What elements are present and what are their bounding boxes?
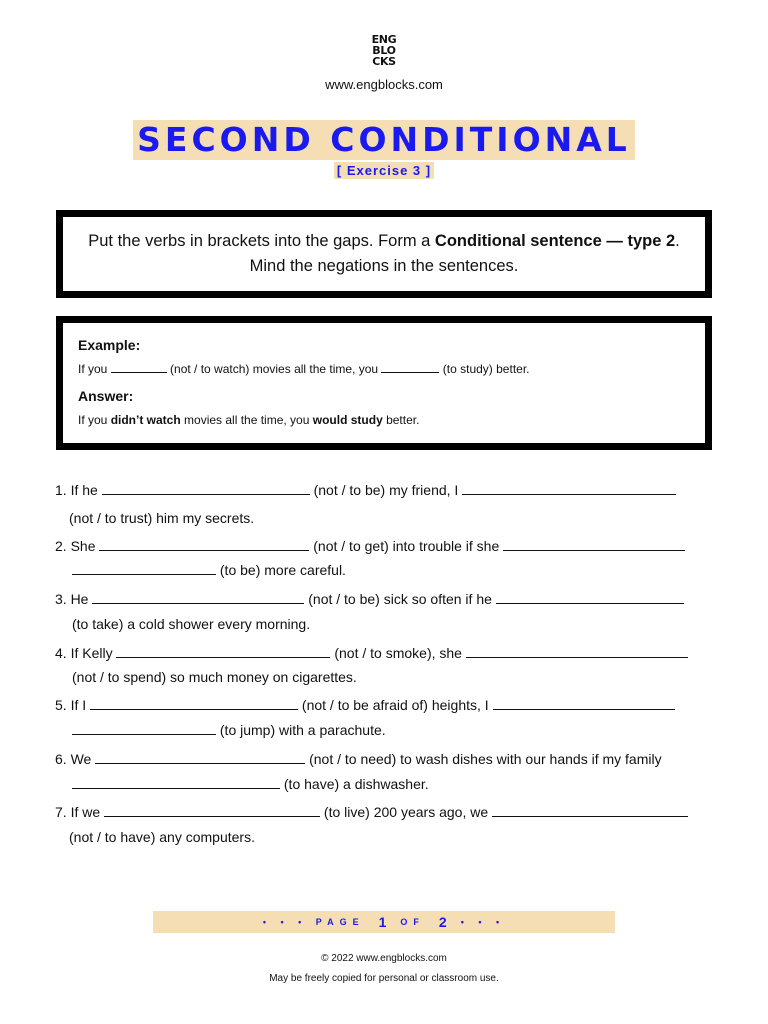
item-text: (to take) a cold shower every morning. xyxy=(72,616,311,632)
item-text: (not / to trust) him my secrets. xyxy=(69,510,255,526)
example-gap-2 xyxy=(381,362,439,373)
answer-blank[interactable] xyxy=(102,482,310,495)
answer-bold-2: would study xyxy=(312,413,383,427)
item-text: 7. If we xyxy=(55,804,105,820)
item-text: (to jump) with a parachute. xyxy=(216,722,386,738)
instruction-text-1: Put the verbs in brackets into the gaps. Form a xyxy=(88,232,435,250)
answer-blank[interactable] xyxy=(90,697,298,710)
answer-text-a: If you xyxy=(78,413,111,427)
engblocks-logo xyxy=(365,34,403,67)
item-text: 6. We xyxy=(55,751,96,767)
exercise-label: [ Exercise 3 ] xyxy=(334,162,434,179)
item-text: 3. He xyxy=(55,591,93,607)
item-text: 4. If Kelly xyxy=(55,645,117,661)
site-url[interactable]: www.engblocks.com xyxy=(325,77,443,92)
answer-blank[interactable] xyxy=(72,562,216,575)
answer-sentence xyxy=(78,413,419,427)
answer-blank[interactable] xyxy=(95,751,305,764)
instruction-text-2: . Mind the negations in the sentences. xyxy=(249,232,680,275)
example-label: Example: xyxy=(78,337,141,353)
logo-line-3: CKS xyxy=(372,55,396,68)
answer-blank[interactable] xyxy=(493,697,675,710)
example-gap-1 xyxy=(111,362,167,373)
answer-label: Answer: xyxy=(78,388,134,404)
example-sentence xyxy=(78,362,530,376)
answer-blank[interactable] xyxy=(492,804,688,817)
item-text: 1. If he xyxy=(55,482,102,498)
answer-blank[interactable] xyxy=(104,804,320,817)
page-title: SECOND CONDITIONAL xyxy=(133,120,635,160)
of-word: OF xyxy=(400,917,425,927)
page-number: 1 xyxy=(378,914,387,930)
answer-blank[interactable] xyxy=(466,645,688,658)
item-text: (not / to have) any computers. xyxy=(69,829,255,845)
item-text: (to live) 200 years ago, we xyxy=(320,804,493,820)
example-text-b: (not / to watch) movies all the time, you xyxy=(166,362,382,376)
item-text: (to be) more careful. xyxy=(216,562,346,578)
instruction-box xyxy=(56,210,712,298)
instruction-bold: Conditional sentence — type 2 xyxy=(434,232,676,250)
example-box xyxy=(56,316,712,450)
answer-blank[interactable] xyxy=(92,591,304,604)
item-text: (to have) a dishwasher. xyxy=(280,776,429,792)
logo-line-2: BLO xyxy=(372,44,396,57)
answer-blank[interactable] xyxy=(462,482,676,495)
item-text: (not / to be) sick so often if he xyxy=(304,591,496,607)
logo-line-1: ENG xyxy=(371,33,397,46)
example-text-a: If you xyxy=(78,362,111,376)
answer-blank[interactable] xyxy=(72,722,216,735)
page-word: • • • PAGE xyxy=(262,917,365,927)
answer-blank[interactable] xyxy=(116,645,330,658)
answer-text-c: movies all the time, you xyxy=(180,413,313,427)
item-text: 2. She xyxy=(55,538,100,554)
item-text: (not / to get) into trouble if she xyxy=(309,538,504,554)
item-text: (not / to spend) so much money on cigarettes. xyxy=(72,669,357,685)
answer-blank[interactable] xyxy=(496,591,684,604)
answer-blank[interactable] xyxy=(99,538,309,551)
item-text: (not / to need) to wash dishes with our hands if my family xyxy=(305,751,662,767)
answer-blank[interactable] xyxy=(503,538,685,551)
item-text: (not / to be afraid of) heights, I xyxy=(298,697,493,713)
answer-blank[interactable] xyxy=(72,776,280,789)
item-text: 5. If I xyxy=(55,697,91,713)
page-total: 2 xyxy=(438,914,447,930)
item-text: (not / to smoke), she xyxy=(330,645,466,661)
usage-note: May be freely copied for personal or classroom use. xyxy=(269,973,499,984)
answer-text-e: better. xyxy=(382,413,420,427)
page-indicator xyxy=(153,911,615,933)
answer-bold-1: didn’t watch xyxy=(110,413,181,427)
copyright: © 2022 www.engblocks.com xyxy=(321,953,447,964)
example-text-c: (to study) better. xyxy=(439,362,530,376)
page-dots: • • • xyxy=(460,917,506,927)
item-text: (not / to be) my friend, I xyxy=(309,482,463,498)
